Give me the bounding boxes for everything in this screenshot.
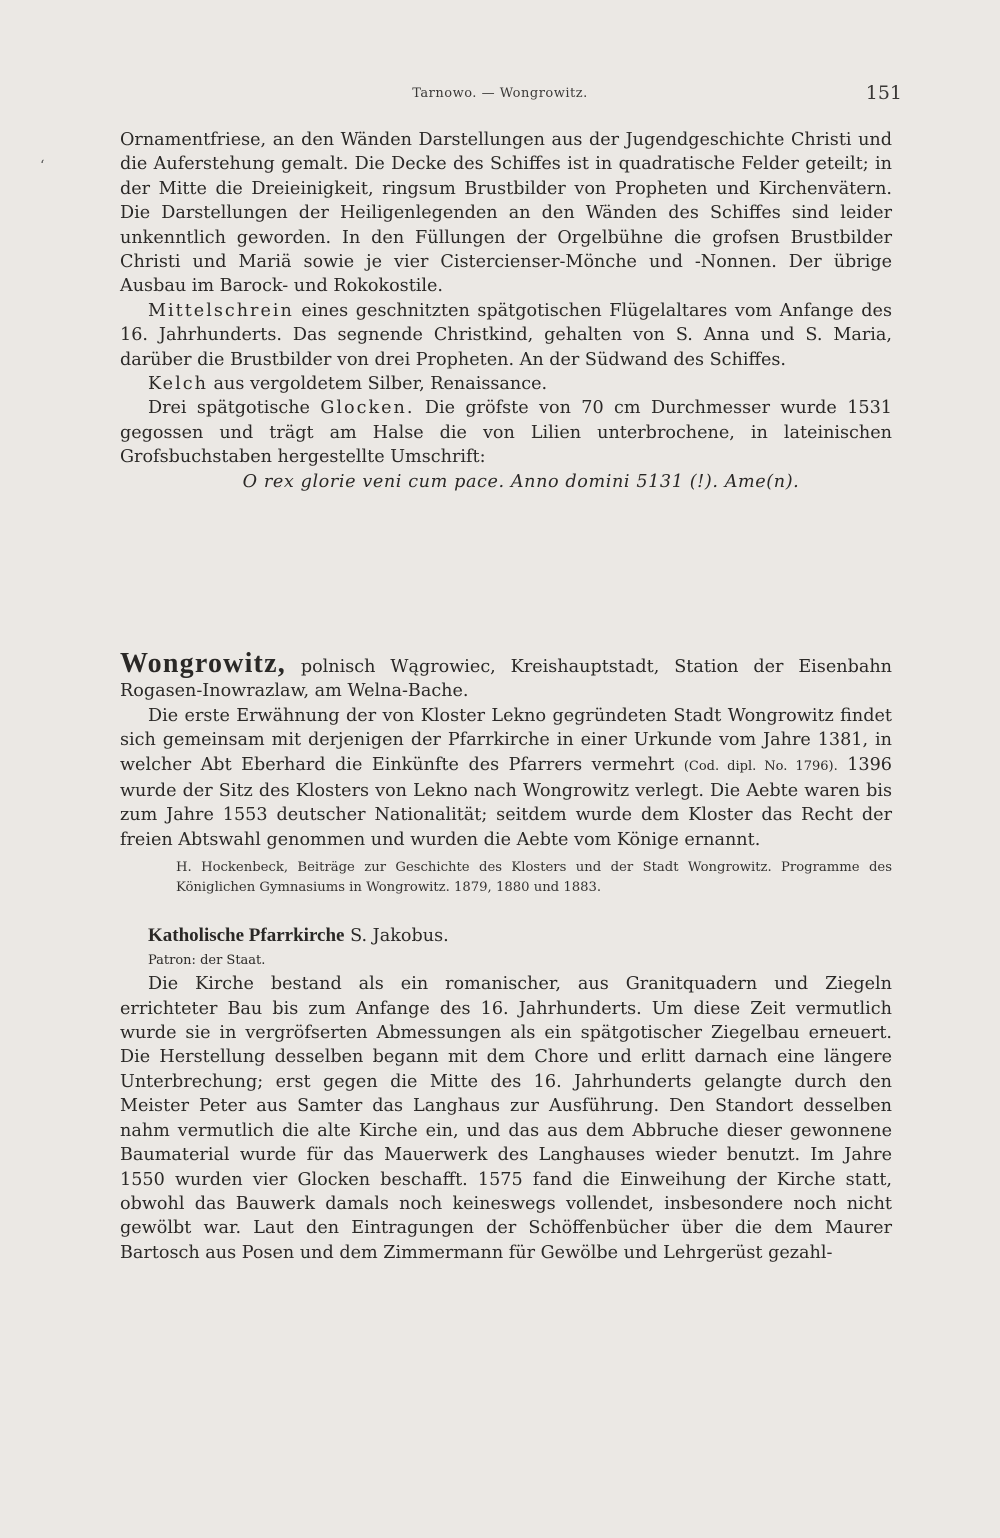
church-dedication: S. Jakobus. (344, 926, 449, 947)
bells-pre: Drei spätgotische (148, 398, 321, 419)
citation: (Cod. dipl. No. 1796). (683, 758, 838, 774)
bell-inscription: O rex glorie veni cum pace. Anno domini 5131 (!). Ame(n). (242, 471, 800, 492)
chalice-lead-term: Kelch (148, 374, 208, 395)
literature-reference: H. Hockenbeck, Beiträge zur Geschichte des Klosters und der Stadt Wongrowitz. Programme des Königlichen Gymnasiums in Wongrowitz. 1879, 1880 und 1883. (176, 860, 892, 896)
tarnowo-paragraph-decoration: Ornamentfriese, an den Wänden Darstellungen aus der Jugendgeschichte Christi und die Auferstehung gemalt. Die Decke des Schiffes ist in quadratische Felder geteilt; in der Mitte die Dreieinigkeit, ringsum Brustbilder von Propheten und Kirchenvätern. Die Darstellungen der Heiligenlegenden an den Wänden des Schiffes sind leider unkenntlich geworden. In den Füllungen der Orgelbühne die grofsen Brustbilder Christi und Mariä sowie je vier Cistercienser-Mönche und -Nonnen. Der übrige Ausbau im Barock- und Rokokostile. (120, 130, 892, 297)
church-heading-line (120, 922, 892, 950)
tarnowo-section (120, 128, 892, 494)
church-heading: Katholische Pfarrkirche (148, 925, 345, 947)
tarnowo-paragraph-chalice (120, 372, 892, 396)
altar-lead-term: Mittelschrein (148, 300, 294, 321)
page-number: 151 (865, 82, 902, 104)
margin-mark: ʻ (40, 158, 45, 174)
chalice-text: aus vergoldetem Silber, Renaissance. (207, 374, 548, 395)
town-heading: Wongrowitz, (120, 648, 286, 679)
tarnowo-paragraph-altar (120, 299, 892, 372)
wongrowitz-section (120, 648, 892, 1265)
altar-text: eines geschnitzten spätgotischen Flügelaltares vom Anfange des 16. Jahrhunderts. Das segnende Christkind, gehalten von S. Anna und S. Maria, darüber die Brustbilder von drei Propheten. An der Südwand des Schiffes. (120, 300, 892, 370)
church-patron: Patron: der Staat. (148, 953, 266, 969)
bells-text: Die gröfste von 70 cm Durchmesser wurde 1531 gegossen und trägt am Halse die von Lilien unterbrochene, in lateinischen Grofsbuchstaben hergestellte Umschrift: (120, 398, 892, 468)
church-history-paragraph: Die Kirche bestand als ein romanischer, aus Granitquadern und Ziegeln errichteter Bau bis zum Anfange des 16. Jahrhunderts. Um diese Zeit vermutlich wurde sie in vergröfserten Abmessungen als ein spätgotischer Ziegelbau erneuert. Die Herstellung desselben begann mit dem Chore und erlitt darnach eine längere Unterbrechung; erst gegen die Mitte des 16. Jahrhunderts gelangte durch den Meister Peter aus Samter das Langhaus zur Ausführung. Den Standort desselben nahm vermutlich die alte Kirche ein, und das aus dem Abbruche dieser gewonnene Baumaterial wurde für das Mauerwerk des Langhauses wieder benutzt. Im Jahre 1550 wurden vier Glocken beschafft. 1575 fand die Einweihung der Kirche statt, obwohl das Bauwerk damals noch keineswegs vollendet, insbesondere noch nicht gewölbt war. Laut den Eintragungen der Schöffenbücher über die dem Maurer Bartosch aus Posen und dem Zimmermann für Gewölbe und Lehrgerüst gezahl- (120, 974, 892, 1263)
tarnowo-paragraph-bells (120, 396, 892, 469)
bells-lead-term: Glocken. (320, 398, 415, 419)
history-text-a: Die erste Erwähnung der von Kloster Lekno gegründeten Stadt Wongrowitz findet sich gemeinsam mit derjenigen der Pfarrkirche in einer Urkunde vom Jahre 1381, in welcher Abt Eberhard die Einkünfte des Pfarrers vermehrt (120, 705, 892, 775)
wongrowitz-intro (120, 648, 892, 704)
wongrowitz-history-paragraph (120, 704, 892, 852)
history-text-b: 1396 wurde der Sitz des Klosters von Lekno nach Wongrowitz verlegt. Die Aebte waren bis zum Jahre 1553 deutscher Nationalität; seitdem wurde dem Kloster das Recht der freien Abtswahl genommen und wurden die Aebte vom Könige ernannt. (120, 754, 892, 850)
running-header: Tarnowo. — Wongrowitz. (412, 86, 588, 101)
town-heading-description: polnisch Wągrowiec, Kreishauptstadt, Station der Eisenbahn Rogasen-Inowrazlaw, am Welna-Bache. (120, 657, 892, 702)
